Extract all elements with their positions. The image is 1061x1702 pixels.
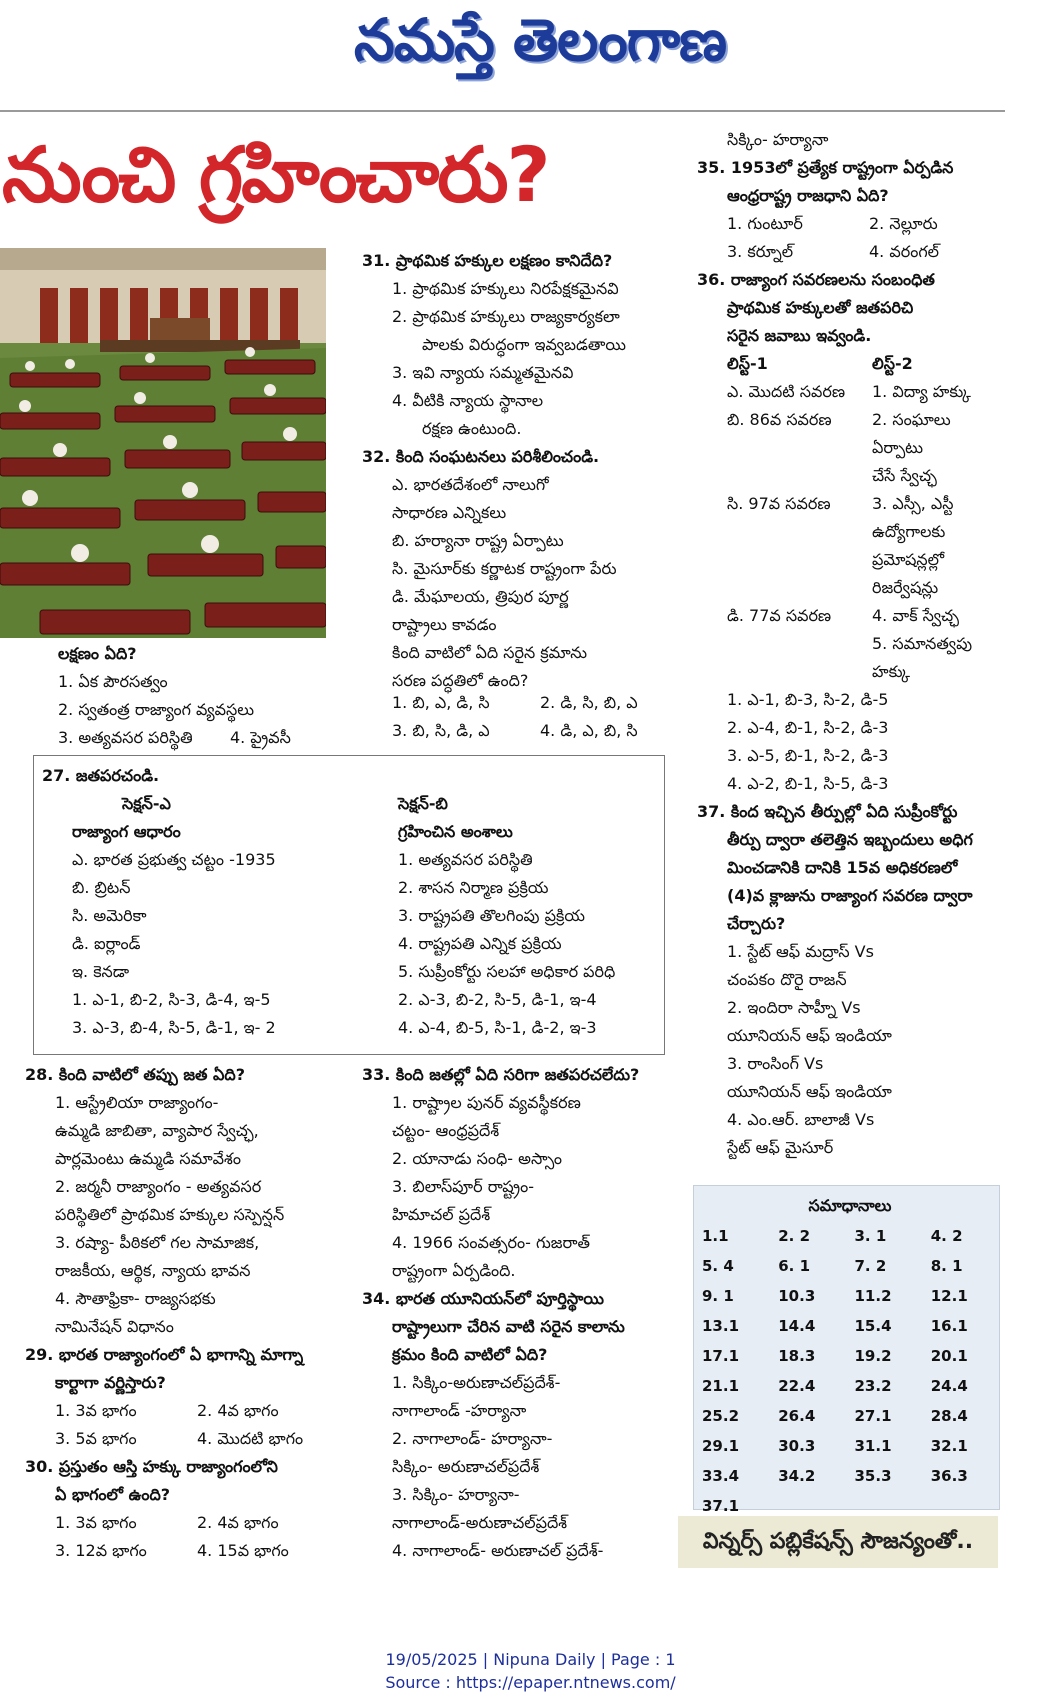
q36-list2-item: 5. సమానత్వపు <box>872 634 973 653</box>
question-line: ఆంధ్రరాష్ట్ర రాజధాని ఏది? <box>727 186 889 205</box>
text-line: 1. ఆస్ట్రేలియా రాజ్యాంగం- <box>55 1093 219 1112</box>
newspaper-logo: నమస్తే తెలంగాణ <box>354 6 726 74</box>
q35-options <box>727 210 939 266</box>
q32-options <box>392 689 638 745</box>
column-a-top <box>58 640 254 724</box>
q27-option: 2. ఎ-3, బి-2, సి-5, డి-1, ఇ-4 <box>398 990 597 1009</box>
question-line: 37. కింద ఇచ్చిన తీర్పుల్లో ఏది సుప్రీంకోర్టు <box>697 802 958 821</box>
q27-right-item: 3. రాష్ట్రపతి తొలగింపు ప్రక్రియ <box>398 906 585 925</box>
text-line: 2. ఇందిరా సాహ్నీ Vs <box>727 998 861 1017</box>
q36-list2-item: ఉద్యోగాలకు <box>872 522 946 541</box>
q36-lists <box>727 350 972 686</box>
q27-left-heading: రాజ్యాంగ ఆధారం <box>72 822 181 841</box>
option: 1. 3వ భాగం <box>55 1513 137 1532</box>
q27-option-row <box>72 1014 597 1042</box>
answer-cell: 23.2 <box>854 1377 892 1395</box>
q36-list1-item <box>727 434 872 462</box>
option: 1. గుంటూర్ <box>727 214 803 233</box>
option-row <box>55 1397 303 1425</box>
answer-cell: 14.4 <box>778 1317 816 1335</box>
answers-table <box>694 1186 999 1521</box>
option: 3. కర్నూల్ <box>727 242 794 261</box>
text-line: సిక్కిం- హర్యానా <box>727 130 829 149</box>
answer-cell: 28.4 <box>930 1407 968 1425</box>
q27-options <box>72 986 597 1042</box>
option: 1. బి, ఎ, డి, సి <box>392 693 490 712</box>
text-line: సిక్కిం- అరుణాచల్‌ప్రదేశ్ <box>392 1457 540 1476</box>
option: 3. 12వ భాగం <box>55 1541 147 1560</box>
text-line: రాజకీయ, ఆర్థిక, న్యాయ భావన <box>55 1261 251 1280</box>
text-line: 2. యానాడు సంధి- అస్సాం <box>392 1149 562 1168</box>
q36-match-row <box>727 602 972 630</box>
answer-cell: 11.2 <box>854 1287 892 1305</box>
text-line: నాగాలాండ్-అరుణాచల్‌ప్రదేశ్ <box>392 1513 568 1532</box>
masthead <box>0 0 1061 100</box>
text-line: 30. ప్రస్తుతం ఆస్తి హక్కు రాజ్యాంగంలోని <box>25 1457 278 1476</box>
text-line: స్టేట్ ఆఫ్ మైసూర్ <box>727 1138 834 1157</box>
q27-option-row <box>72 986 597 1014</box>
q27-left-item: ఎ. భారత ప్రభుత్వ చట్టం -1935 <box>72 850 276 869</box>
q36-list-header: లిస్ట్-2 <box>872 354 913 373</box>
q27-right-heading: గ్రహించిన అంశాలు <box>398 822 513 841</box>
option: 1. 3వ భాగం <box>55 1401 137 1420</box>
q27-title-wrap <box>42 762 159 790</box>
q36-list1-item <box>727 462 872 490</box>
q36-match-row <box>727 630 972 658</box>
answer-cell: 21.1 <box>702 1377 740 1395</box>
option-row <box>727 238 939 266</box>
text-line: డి. మేఘాలయ, త్రిపుర పూర్ణ <box>392 587 569 606</box>
option: 4. మొదటి భాగం <box>197 1429 304 1448</box>
q27-section-b <box>398 790 615 986</box>
question-line: 35. 1953లో ప్రత్యేక రాష్ట్రంగా ఏర్పడిన <box>697 158 954 177</box>
question-line: 32. కింది సంఘటనలు పరిశీలించండి. <box>362 447 600 466</box>
q27-left-item: డి. ఐర్లాండ్ <box>72 934 141 953</box>
q36-list-headers <box>727 350 972 378</box>
answer-cell: 2. 2 <box>778 1227 811 1245</box>
answers-row <box>694 1221 999 1251</box>
text-line: 3. రష్యా- పీఠికలో గల సామాజిక, <box>55 1233 260 1252</box>
q36-heading <box>697 266 935 350</box>
answers-row <box>694 1281 999 1311</box>
answer-cell: 15.4 <box>854 1317 892 1335</box>
answers-row <box>694 1251 999 1281</box>
footer-source-line: Source : https://epaper.ntnews.com/ <box>385 1673 676 1692</box>
q27-left-item: ఇ. కెనడా <box>72 962 130 981</box>
answer-cell: 26.4 <box>778 1407 816 1425</box>
option-row <box>55 1425 303 1453</box>
option: 4. 15వ భాగం <box>197 1541 289 1560</box>
q36-list1-item: బి. 86వ సవరణ <box>727 410 832 429</box>
q36-list2-item: ఏర్పాటు <box>872 438 924 457</box>
answer-cell: 37.1 <box>702 1497 740 1515</box>
answers-row <box>694 1431 999 1461</box>
answers-row <box>694 1461 999 1491</box>
answer-cell: 33.4 <box>702 1467 740 1485</box>
q36-list-header: లిస్ట్-1 <box>727 354 768 373</box>
option: 2. నెల్లూరు <box>869 214 938 233</box>
publisher-credit: విన్నర్స్ పబ్లికేషన్స్ సౌజన్యంతో.. <box>678 1516 998 1568</box>
q27-right-item: 2. శాసన నిర్మాణ ప్రక్రియ <box>398 878 549 897</box>
option: 4. వరంగల్ <box>869 242 939 261</box>
text-line: పాలకు విరుద్ధంగా ఇవ్వబడతాయి <box>422 335 626 354</box>
q36-match-row <box>727 490 972 518</box>
q36-list2-item: 4. వాక్ స్వేచ్ఛ <box>872 606 960 625</box>
text-line: 1. స్టేట్ ఆఫ్ మద్రాస్ Vs <box>727 942 874 961</box>
text-line: 4. ఎం.ఆర్. బాలాజీ Vs <box>727 1110 875 1129</box>
q36-list2-item: 2. సంఘాలు <box>872 410 951 429</box>
answer-cell: 12.1 <box>930 1287 968 1305</box>
q36-match-row <box>727 546 972 574</box>
answer-cell: 3. 1 <box>854 1227 887 1245</box>
text-line: నాగాలాండ్ -హర్యానా <box>392 1401 527 1420</box>
text-line: 2. నాగాలాండ్- హర్యానా- <box>392 1429 553 1448</box>
option: 2. డి, సి, బి, ఎ <box>540 693 638 712</box>
text-line: 4. 1966 సంవత్సరం- గుజరాత్ <box>392 1233 590 1252</box>
question-line: 29. భారత రాజ్యాంగంలో ఏ భాగాన్ని మాగ్నా <box>25 1345 304 1364</box>
q36-list1-item: ఎ. మొదటి సవరణ <box>727 382 846 401</box>
answer-cell: 36.3 <box>930 1467 968 1485</box>
text-line: 3. ఇవి న్యాయ సమ్మతమైనవి <box>392 363 574 382</box>
text-line: పార్లమెంటు ఉమ్మడి సమావేశం <box>55 1149 241 1168</box>
text-line: 3. సిక్కిం- హర్యానా- <box>392 1485 520 1504</box>
option-row <box>392 689 638 717</box>
answer-cell: 8. 1 <box>930 1257 963 1275</box>
page-headline: నుంచి గ్రహించారు? <box>2 130 549 219</box>
text-line: 1. ప్రాథమిక హక్కులు నిరపేక్షకమైనవి <box>392 279 619 298</box>
text-line: ఎ. భారతదేశంలో నాలుగో <box>392 475 549 494</box>
answer-cell: 17.1 <box>702 1347 740 1365</box>
column-b-bottom <box>362 1061 639 1565</box>
column-b-top <box>362 247 662 695</box>
answer-cell: 22.4 <box>778 1377 816 1395</box>
q29-options <box>55 1397 303 1453</box>
assembly-hall-image <box>0 248 326 638</box>
q30 <box>25 1453 278 1509</box>
q36-match-row <box>727 518 972 546</box>
q36-list1-item: సి. 97వ సవరణ <box>727 494 831 513</box>
question-line: 31. ప్రాథమిక హక్కుల లక్షణం కానిదేది? <box>362 251 613 270</box>
answer-cell: 7. 2 <box>854 1257 887 1275</box>
footer-date-line: 19/05/2025 | Nipuna Daily | Page : 1 <box>385 1650 676 1669</box>
answer-cell: 29.1 <box>702 1437 740 1455</box>
q36-match-row <box>727 658 972 686</box>
text-line: చట్టం- ఆంధ్రప్రదేశ్ <box>392 1121 500 1140</box>
column-a-top-pair <box>58 724 291 752</box>
q36-options <box>727 686 888 798</box>
q30-options <box>55 1509 289 1565</box>
answer-cell: 24.4 <box>930 1377 968 1395</box>
question-line: క్రమం కింది వాటిలో ఏది? <box>392 1345 548 1364</box>
q27-section-a <box>72 790 276 986</box>
text-line: రాష్ట్రాలు కావడం <box>392 615 497 634</box>
question-line: కార్టాగా వర్ణిస్తారు? <box>55 1373 166 1392</box>
answer-cell: 32.1 <box>930 1437 968 1455</box>
option-row <box>392 717 638 745</box>
answer-cell: 10.3 <box>778 1287 816 1305</box>
answer-cell: 31.1 <box>854 1437 892 1455</box>
q36-list1-item: డి. 77వ సవరణ <box>727 606 832 625</box>
text-line: 4. ఎ-2, బి-1, సి-5, డి-3 <box>727 774 889 793</box>
q36-list2-item: 3. ఎస్సీ, ఎస్టీ <box>872 494 954 513</box>
q36-list1-item <box>727 658 872 686</box>
option-row <box>727 210 939 238</box>
answer-cell: 25.2 <box>702 1407 740 1425</box>
q27-right-heading: సెక్షన్-బి <box>398 794 448 813</box>
q36-list2-item: ప్రమోషన్లల్లో <box>872 550 945 569</box>
text-line: లక్షణం ఏది? <box>58 644 137 663</box>
answer-cell: 35.3 <box>854 1467 892 1485</box>
text-line: రక్షణ ఉంటుంది. <box>422 419 522 438</box>
text-line: రాష్ట్రంగా ఏర్పడింది. <box>392 1261 516 1280</box>
text-line: 3. ఎ-5, బి-1, సి-2, డి-3 <box>727 746 889 765</box>
text-line: 2. జర్మనీ రాజ్యాంగం - అత్యవసర <box>55 1177 262 1196</box>
answer-cell: 6. 1 <box>778 1257 811 1275</box>
q27-right-item: 5. సుప్రీంకోర్టు సలహా అధికార పరిధి <box>398 962 616 981</box>
question-line: మించడానికి దానికి 15వ అధికరణలో <box>727 858 958 877</box>
text-line: పరిస్థితిలో ప్రాథమిక హక్కుల సస్పెన్షన్ <box>55 1205 285 1224</box>
question-line: 33. కింది జతల్లో ఏది సరిగా జతపరచలేదు? <box>362 1065 640 1084</box>
question-line: చేర్చారు? <box>727 914 786 933</box>
text-line: 1. ఎ-1, బి-3, సి-2, డి-5 <box>727 690 889 709</box>
q36-list1-item <box>727 518 872 546</box>
answers-row <box>694 1371 999 1401</box>
text-line: 2. స్వతంత్ర రాజ్యాంగ వ్యవస్థలు <box>58 700 255 719</box>
q37 <box>697 798 973 1162</box>
answer-cell: 30.3 <box>778 1437 816 1455</box>
option-4: 4. ప్రైవసీ <box>230 728 291 747</box>
column-c-top <box>697 126 953 210</box>
option: 2. 4వ భాగం <box>197 1401 279 1420</box>
question-line: 36. రాజ్యాంగ సవరణలను సంబంధిత <box>697 270 935 289</box>
option: 4. డి, ఎ, బి, సి <box>540 721 638 740</box>
question-line: తీర్పు ద్వారా తలెత్తిన ఇబ్బందులు అధిగ <box>727 830 973 849</box>
text-line: 1. సిక్కిం-అరుణాచల్‌ప్రదేశ్- <box>392 1373 561 1392</box>
q36-list2-item: హక్కు <box>872 662 911 681</box>
q27-left-heading: సెక్షన్-ఎ <box>122 794 171 813</box>
page-footer <box>0 1648 1061 1694</box>
text-line: 1. రాష్ట్రాల పునర్ వ్యవస్థీకరణ <box>392 1093 581 1112</box>
option: 2. 4వ భాగం <box>197 1513 279 1532</box>
q36-match-row <box>727 406 972 434</box>
q36-list2-item: రిజర్వేషన్లు <box>872 578 939 597</box>
q36-match-row <box>727 462 972 490</box>
answer-cell: 34.2 <box>778 1467 816 1485</box>
q27-option: 1. ఎ-1, బి-2, సి-3, డి-4, ఇ-5 <box>72 990 271 1009</box>
text-line: సి. మైసూర్‌కు కర్ణాటక రాష్ట్రంగా పేరు <box>392 559 617 578</box>
answers-title: సమాధానాలు <box>808 1195 892 1215</box>
answers-row <box>694 1401 999 1431</box>
answer-cell: 13.1 <box>702 1317 740 1335</box>
option-row <box>55 1537 289 1565</box>
text-line: 2. ప్రాథమిక హక్కులు రాజ్యకార్యకలా <box>392 307 620 326</box>
text-line: కింది వాటిలో ఏది సరైన క్రమాను <box>392 643 588 662</box>
answer-cell: 19.2 <box>854 1347 892 1365</box>
question-line: రాష్ట్రాలుగా చేరిన వాటి సరైన కాలాను <box>392 1317 625 1336</box>
text-line: 4. వీటికి న్యాయ స్థానాల <box>392 391 544 410</box>
text-line: సరణ పద్ధతిలో ఉంది? <box>392 671 529 690</box>
question-line: ప్రాథమిక హక్కులతో జతపరిచి <box>727 298 914 317</box>
q36-match-row <box>727 378 972 406</box>
answers-box <box>693 1185 1000 1515</box>
answer-cell: 4. 2 <box>930 1227 963 1245</box>
option: 3. బి, సి, డి, ఎ <box>392 721 490 740</box>
answer-cell: 27.1 <box>854 1407 892 1425</box>
option-row <box>55 1509 289 1537</box>
q27-right-item: 1. అత్యవసర పరిస్థితి <box>398 850 533 869</box>
answer-cell: 16.1 <box>930 1317 968 1335</box>
text-line: 3. రాంసింగ్ Vs <box>727 1054 824 1073</box>
q36-list1-item <box>727 546 872 574</box>
q36-list1-item <box>727 574 872 602</box>
q27-left-item: బి. బ్రిటన్ <box>72 878 131 897</box>
answer-cell: 9. 1 <box>702 1287 734 1305</box>
question-27-box <box>33 755 665 1055</box>
text-line: చంపకం దొరై రాజన్ <box>727 970 847 989</box>
option-3: 3. అత్యవసర పరిస్థితి <box>58 728 193 747</box>
answer-cell: 18.3 <box>778 1347 816 1365</box>
answer-cell: 1.1 <box>702 1227 729 1245</box>
question-line: (4)వ క్లాజును రాజ్యాంగ సవరణ ద్వారా <box>727 886 973 905</box>
text-line: ఏ భాగంలో ఉంది? <box>55 1485 171 1504</box>
q36-list2-item: చేసే స్వేచ్ఛ <box>872 466 937 485</box>
text-line: నామినేషన్ విధానం <box>55 1317 174 1336</box>
q36-list1-item <box>727 630 872 658</box>
text-line: 3. బిలాస్‌పూర్ రాష్ట్రం- <box>392 1177 534 1196</box>
text-line: 4. సౌతాఫ్రికా- రాజ్యసభకు <box>55 1289 216 1308</box>
q27-option: 4. ఎ-4, బి-5, సి-1, డి-2, ఇ-3 <box>398 1018 597 1037</box>
text-line: 4. నాగాలాండ్- అరుణాచల్ ప్రదేశ్- <box>392 1541 604 1560</box>
text-line: సాధారణ ఎన్నికలు <box>392 503 507 522</box>
answers-row <box>694 1341 999 1371</box>
question-line: 34. భారత యూనియన్‌లో పూర్తిస్థాయి <box>362 1289 604 1308</box>
masthead-divider <box>0 110 1005 112</box>
text-line: ఉమ్మడి జాబితా, వ్యాపార స్వేచ్ఛ, <box>55 1121 259 1140</box>
column-a-bottom <box>25 1061 303 1397</box>
answers-row <box>694 1311 999 1341</box>
text-line: యూనియన్ ఆఫ్ ఇండియా <box>727 1026 892 1045</box>
q27-left-item: సి. అమెరికా <box>72 906 147 925</box>
text-line: 1. ఏక పౌరసత్వం <box>58 672 168 691</box>
text-line: హిమాచల్ ప్రదేశ్ <box>392 1205 491 1224</box>
answer-cell: 5. 4 <box>702 1257 734 1275</box>
text-line: బి. హర్యానా రాష్ట్ర ఏర్పాటు <box>392 531 564 550</box>
q36-match-row <box>727 574 972 602</box>
answer-cell: 20.1 <box>930 1347 968 1365</box>
q36-list2-item: 1. విద్యా హక్కు <box>872 382 971 401</box>
text-line: 2. ఎ-4, బి-1, సి-2, డి-3 <box>727 718 889 737</box>
question-line: సరైన జవాబు ఇవ్వండి. <box>727 326 872 345</box>
question-line: 28. కింది వాటిలో తప్పు జత ఏది? <box>25 1065 246 1084</box>
q27-title: 27. జతపరచండి. <box>42 766 160 785</box>
q36-match-row <box>727 434 972 462</box>
text-line: యూనియన్ ఆఫ్ ఇండియా <box>727 1082 892 1101</box>
q27-right-item: 4. రాష్ట్రపతి ఎన్నిక ప్రక్రియ <box>398 934 562 953</box>
assembly-hall-photo <box>0 248 326 638</box>
option: 3. 5వ భాగం <box>55 1429 137 1448</box>
q27-option: 3. ఎ-3, బి-4, సి-5, డి-1, ఇ- 2 <box>72 1018 276 1037</box>
